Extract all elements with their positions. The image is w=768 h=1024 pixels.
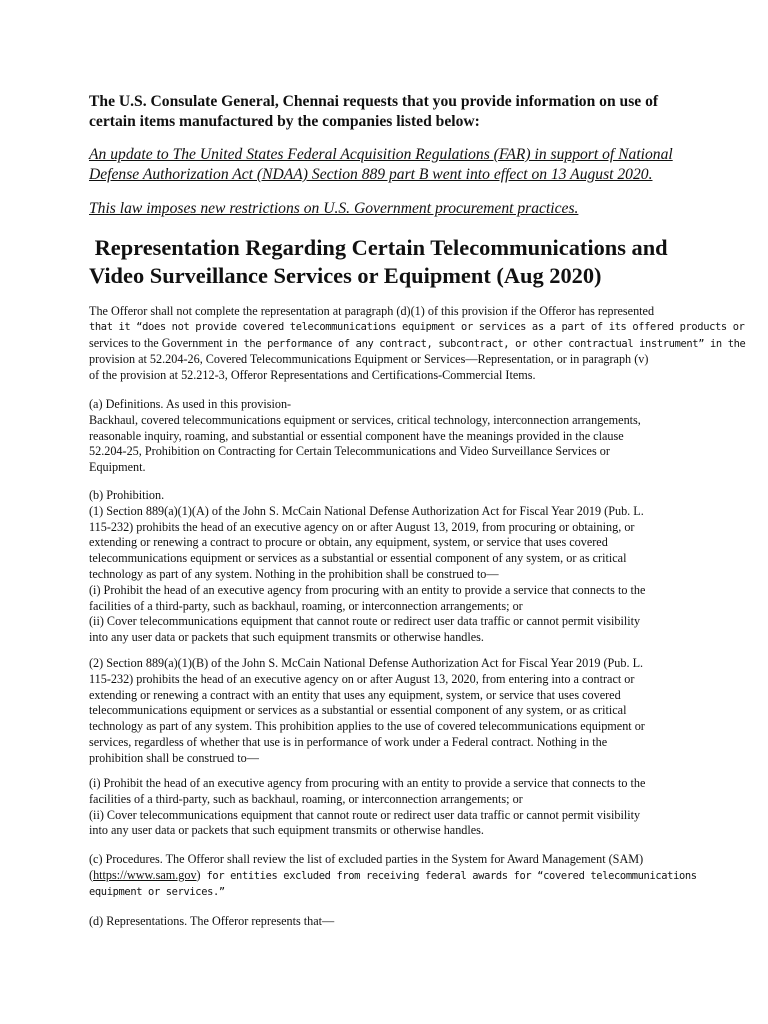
prohibition-items-paragraph — [89, 776, 681, 839]
text-line: An update to The United States Federal Acquisition Regulations (FAR) in support of National — [89, 146, 673, 163]
text-line: 52.204-25, Prohibition on Contracting for Certain Telecommunications and Video Surveillance Services or — [89, 444, 610, 459]
text-line: (d) Representations. The Offeror represents that— — [89, 914, 335, 928]
offeror-paragraph — [89, 304, 746, 384]
text-line: extending or renewing a contract to procure or obtain, any equipment, system, or service that uses covered — [89, 535, 608, 550]
text-line: (i) Prohibit the head of an executive agency from procuring with an entity to provide a service that connects to the — [89, 582, 646, 597]
text-line: (b) Prohibition. — [89, 488, 165, 502]
text-line: The Offeror shall not complete the representation at paragraph (d)(1) of this provision if the Offeror has represented — [89, 304, 655, 318]
text-segment: for entities excluded from receiving federal awards for “covered telecommunications — [200, 869, 697, 882]
text-line: telecommunications equipment or services as a substantial or essential component of any system, or as critical — [89, 551, 627, 566]
text-line: The U.S. Consulate General, Chennai requests that you provide information on use of — [89, 93, 659, 110]
text-line: extending or renewing a contract with an entity that uses any equipment, system, or service that uses covered — [89, 687, 621, 702]
text-line: 115-232) prohibits the head of an executive agency on or after August 13, 2020, from entering into a contract or — [89, 671, 635, 686]
text-line: telecommunications equipment or services as a substantial or essential component of any system, or as critical — [89, 703, 627, 718]
text-line: 115-232) prohibits the head of an executive agency on or after August 13, 2019, from procuring or obtaining, or — [89, 519, 635, 534]
text-line: prohibition shall be construed to— — [89, 750, 259, 765]
text-line: (ii) Cover telecommunications equipment that cannot route or redirect user data traffic or cannot permit visibility — [89, 807, 641, 822]
text-line: of the provision at 52.212-3, Offeror Representations and Certifications-Commercial Items. — [89, 368, 536, 383]
text-segment: in the performance of any contract, subcontract, or other contractual instrument” in the — [225, 337, 746, 350]
prohibition-paragraph-1 — [89, 488, 681, 646]
text-line: services, regardless of whether that use is in performance of work under a Federal contract. Nothing in the — [89, 734, 608, 749]
text-line: technology as part of any system. Nothing in the prohibition shall be construed to— — [89, 566, 499, 581]
heading-line: Representation Regarding Certain Telecommunications and — [89, 235, 668, 260]
text-line: into any user data or packets that such equipment transmits or otherwise handles. — [89, 630, 484, 645]
text-line: equipment or services.” — [89, 885, 225, 898]
text-line: that it “does not provide covered telecommunications equipment or services as a part of its offered products or — [89, 320, 745, 333]
text-line: reasonable inquiry, roaming, and substantial or essential component have the meanings provided in the clause — [89, 428, 624, 443]
intro-paragraph — [89, 92, 679, 132]
text-line: (ii) Cover telecommunications equipment that cannot route or redirect user data traffic or cannot permit visibility — [89, 614, 641, 629]
text-line: technology as part of any system. This prohibition applies to the use of covered telecommunications equipment or — [89, 719, 645, 734]
text-line: (i) Prohibit the head of an executive agency from procuring with an entity to provide a service that connects to the — [89, 776, 646, 790]
sam-gov-link[interactable]: https://www.sam.gov — [93, 867, 197, 882]
text-line: into any user data or packets that such equipment transmits or otherwise handles. — [89, 823, 484, 838]
text-segment: services to the Government — [89, 335, 226, 350]
text-line: provision at 52.204-26, Covered Telecommunications Equipment or Services—Representation, or in paragraph (v) — [89, 352, 649, 367]
definitions-paragraph — [89, 397, 681, 476]
prohibition-paragraph-2 — [89, 656, 681, 767]
heading-line: Video Surveillance Services or Equipment (Aug 2020) — [89, 263, 602, 288]
text-line: certain items manufactured by the companies listed below: — [89, 113, 480, 130]
text-line: Defense Authorization Act (NDAA) Section 889 part B went into effect on 13 August 2020. — [89, 166, 653, 183]
text-line — [89, 335, 746, 353]
text-line — [89, 867, 697, 885]
text-line: facilities of a third-party, such as backhaul, roaming, or interconnection arrangements; or — [89, 598, 523, 613]
section-heading — [89, 234, 689, 290]
text-line: (1) Section 889(a)(1)(A) of the John S. McCain National Defense Authorization Act for Fiscal Year 2019 (Pub. L. — [89, 503, 644, 518]
text-line: facilities of a third-party, such as backhaul, roaming, or interconnection arrangements; or — [89, 791, 523, 806]
text-line: Equipment. — [89, 460, 146, 475]
update-paragraph — [89, 145, 689, 185]
text-line: (2) Section 889(a)(1)(B) of the John S. McCain National Defense Authorization Act for Fiscal Year 2019 (Pub. L. — [89, 656, 644, 670]
text-segment: ( — [89, 867, 94, 882]
text-line: Backhaul, covered telecommunications equipment or services, critical technology, interconnection arrangements, — [89, 412, 641, 427]
law-paragraph — [89, 199, 679, 219]
text-line: This law imposes new restrictions on U.S. Government procurement practices. — [89, 200, 579, 217]
text-line: (c) Procedures. The Offeror shall review the list of excluded parties in the System for Award Management (SAM) — [89, 852, 644, 866]
procedures-paragraph — [89, 852, 697, 900]
text-segment: ) — [196, 867, 201, 882]
text-line: (a) Definitions. As used in this provision- — [89, 397, 292, 411]
representations-paragraph — [89, 914, 681, 930]
